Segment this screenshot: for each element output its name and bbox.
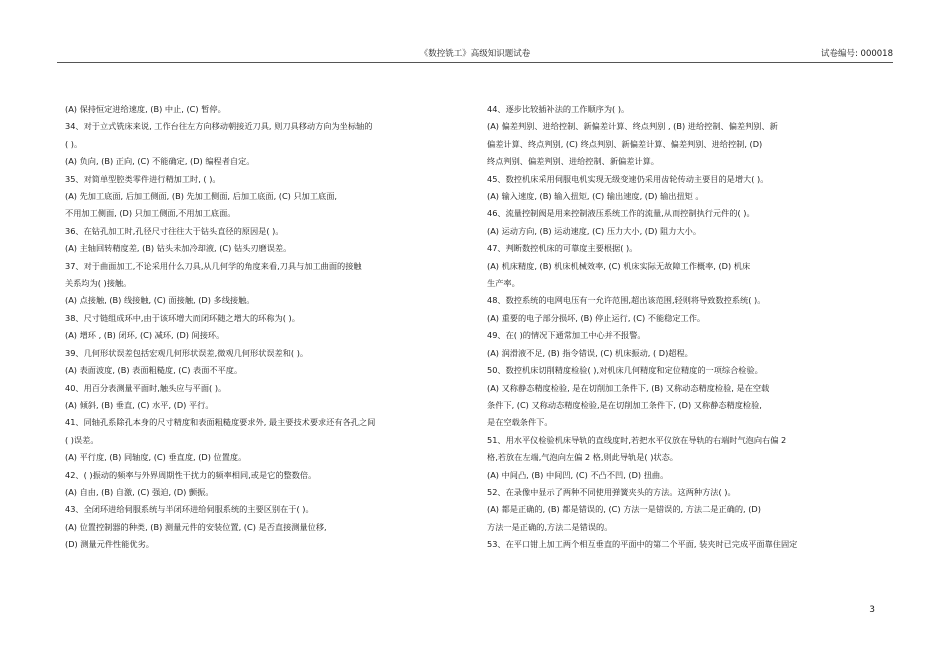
question-text-line: 39、几何形状误差包括宏观几何形状误差,微观几何形状误差和( )。 — [65, 347, 309, 358]
question-text-line: (A) 润滑液不足, (B) 指令错误, (C) 机床振动, ( D)超程。 — [487, 347, 693, 358]
question-text-line: 47、判断数控机床的可靠度主要根据( )。 — [487, 243, 638, 254]
question-text-line: (A) 输入速度, (B) 输入扭矩, (C) 输出速度, (D) 输出扭矩 。 — [487, 191, 704, 202]
question-text-line: (A) 都是正确的, (B) 都是错误的, (C) 方法一是错误的, 方法二是正确的, (D) — [487, 504, 761, 515]
question-text-line: 不用加工侧面, (D) 只加工侧面,不用加工底面。 — [65, 208, 236, 219]
question-text-line: 48、数控系统的电网电压有一允许范围,超出该范围,轻则将导致数控系统( )。 — [487, 295, 766, 306]
question-text-line: (A) 负向, (B) 正向, (C) 不能确定, (D) 编程者自定。 — [65, 156, 255, 167]
question-text-line: (D) 测量元件性能优劣。 — [65, 539, 154, 550]
question-text-line: 53、在平口钳上加工两个相互垂直的平面中的第二个平面, 装夹时已完成平面靠住固定 — [487, 539, 798, 550]
question-text-line: (A) 点接触, (B) 线接触, (C) 面接触, (D) 多线接触。 — [65, 295, 255, 306]
question-text-line: 格,若放在左端,气泡向左偏 2 格,则此导轨是( )状态。 — [487, 452, 678, 463]
question-text-line: (A) 运动方向, (B) 运动速度, (C) 压力大小, (D) 阻力大小。 — [487, 225, 702, 236]
question-text-line: 34、对于立式铣床来说, 工作台往左方向移动朝接近刀具, 则刀具移动方向为坐标轴的 — [65, 121, 373, 132]
question-text-line: 37、对于曲面加工,不论采用什么刀具,从几何学的角度来看,刀具与加工曲面的接触 — [65, 260, 362, 271]
question-text-line: 44、逐步比较插补法的工作顺序为( )。 — [487, 104, 630, 114]
question-text-line: (A) 重要的电子部分损坏, (B) 停止运行, (C) 不能稳定工作。 — [487, 312, 706, 323]
question-text-line: 条件下, (C) 又称动态精度检验,是在切削加工条件下, (D) 又称静态精度检验, — [487, 399, 762, 410]
header-divider — [57, 62, 893, 63]
question-text-line: (A) 主轴回转精度差, (B) 钻头未加冷却液, (C) 钻头刃磨误差。 — [65, 243, 292, 254]
page-number: 3 — [869, 605, 875, 615]
question-text-line: (A) 先加工底面, 后加工侧面, (B) 先加工侧面, 后加工底面, (C) 只加工底面, — [65, 191, 338, 202]
question-text-line: 46、流量控制阀是用来控制液压系统工作的流量,从而控制执行元件的( )。 — [487, 208, 755, 219]
question-text-line: 是在空载条件下。 — [487, 417, 553, 428]
question-text-line: (A) 平行度, (B) 同轴度, (C) 垂直度, (D) 位置度。 — [65, 452, 247, 463]
question-text-line: (A) 位置控制器的种类, (B) 测量元件的安装位置, (C) 是否直接测量位移, — [65, 521, 327, 532]
question-text-line: (A) 增环 , (B) 闭环, (C) 减环, (D) 间接环。 — [65, 330, 225, 341]
question-text-line: 终点判别、偏差判别、进给控制、新偏差计算。 — [487, 156, 659, 167]
question-text-line: (A) 倾斜, (B) 垂直, (C) 水平, (D) 平行。 — [65, 399, 214, 410]
question-text-line: (A) 又称静态精度检验, 是在切削加工条件下, (B) 又称动态精度检验, 是在空载 — [487, 382, 770, 393]
right-column — [487, 101, 887, 554]
question-text-line: 偏差计算、终点判别, (C) 终点判别、新偏差计算、偏差判别、进给控制, (D) — [487, 138, 763, 149]
question-text-line: (A) 保持恒定进给速度, (B) 中止, (C) 暂停。 — [65, 104, 226, 114]
question-text-line: 50、数控机床切削精度检验( ),对机床几何精度和定位精度的一项综合检验。 — [487, 365, 763, 376]
question-text-line: (A) 机床精度, (B) 机床机械效率, (C) 机床实际无故障工作概率, (D) 机床 — [487, 260, 751, 271]
question-text-line: (A) 偏差判别、进给控制、新偏差计算、终点判别 , (B) 进给控制、偏差判别、新 — [487, 121, 778, 132]
question-text-line: 52、在录像中显示了两种不同使用弹簧夹头的方法。这两种方法( )。 — [487, 486, 736, 497]
question-text-line: 方法一是正确的,方法二是错误的。 — [487, 521, 613, 532]
question-text-line: 40、用百分表测量平面时,触头应与平面( )。 — [65, 382, 227, 393]
exam-code: 试卷编号: 000018 — [820, 49, 893, 59]
question-text-line: ( )误差。 — [65, 434, 99, 445]
question-text-line: 36、在钻孔加工时,孔径尺寸往往大于钻头直径的原因是( )。 — [65, 225, 284, 236]
question-text-line: (A) 自由, (B) 自激, (C) 强迫, (D) 颤振。 — [65, 486, 214, 497]
question-text-line: 生产率。 — [487, 278, 520, 289]
question-text-line: (A) 中间凸, (B) 中间凹, (C) 不凸不凹, (D) 扭曲。 — [487, 469, 669, 480]
question-text-line: 45、数控机床采用伺服电机实现无级变速仍采用齿轮传动主要目的是增大( )。 — [487, 173, 769, 184]
question-text-line: 42、( )振动的频率与外界周期性干扰力的频率相同,或是它的整数倍。 — [65, 469, 317, 480]
question-text-line: 38、尺寸链组成环中,由于该环增大而闭环随之增大的环称为( )。 — [65, 312, 300, 323]
question-text-line: 41、同轴孔系除孔本身的尺寸精度和表面粗糙度要求外, 最主要技术要求还有各孔之间 — [65, 417, 376, 428]
question-text-line: 49、在( )的情况下通常加工中心并不报警。 — [487, 330, 646, 341]
question-text-line: 43、全闭环进给伺服系统与半闭环进给伺服系统的主要区别在于( )。 — [65, 504, 314, 515]
question-text-line: 51、用水平仪检验机床导轨的直线度时,若把水平仪放在导轨的右端时气泡向右偏 2 — [487, 434, 787, 445]
left-column — [65, 101, 465, 554]
question-text-line: 关系均为( )接触。 — [65, 278, 132, 289]
exam-title: 《数控铣工》高级知识题试卷 — [419, 49, 531, 59]
question-text-line: ( )。 — [65, 138, 83, 149]
question-text-line: (A) 表面波度, (B) 表面粗糙度, (C) 表面不平度。 — [65, 365, 243, 376]
question-text-line: 35、对简单型腔类零件进行精加工时, ( )。 — [65, 173, 221, 184]
